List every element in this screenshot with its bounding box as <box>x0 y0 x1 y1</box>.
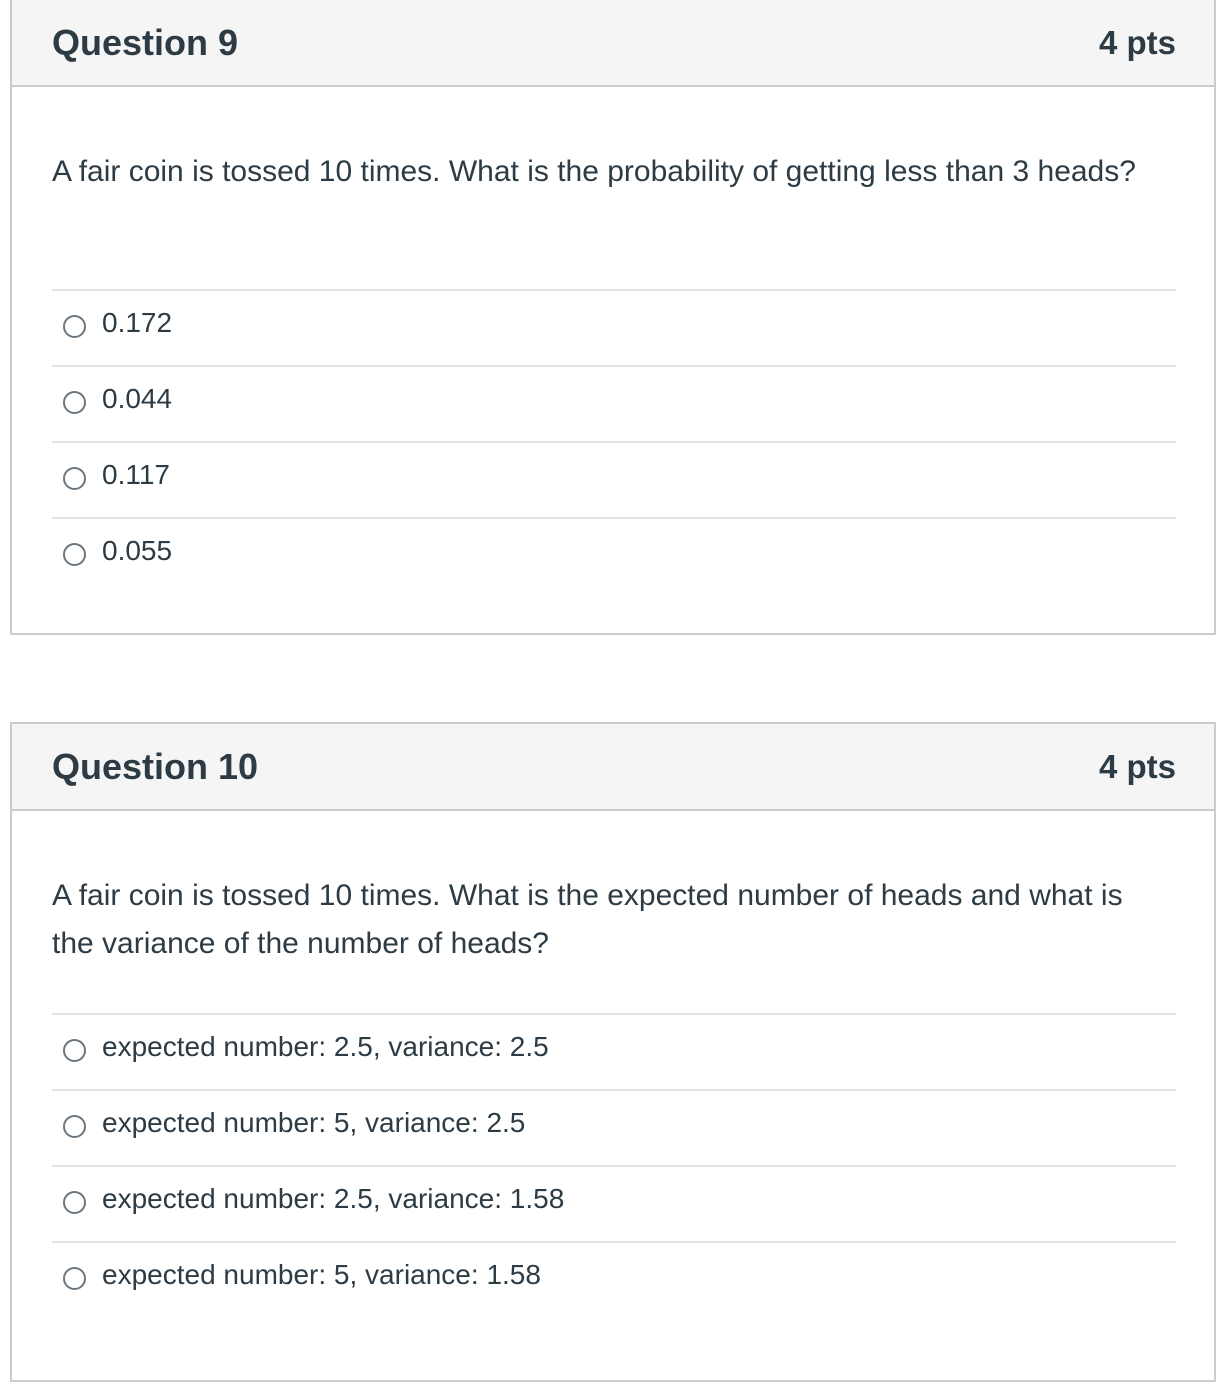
question-9-card <box>10 0 1216 635</box>
answer-option[interactable] <box>52 441 1176 517</box>
answer-label: 0.044 <box>102 383 173 414</box>
answer-label: 0.172 <box>102 307 173 338</box>
answer-option[interactable] <box>52 517 1176 593</box>
radio-button-icon[interactable] <box>63 467 86 490</box>
radio-button-icon[interactable] <box>63 1267 86 1290</box>
question-header <box>12 724 1214 811</box>
question-title: Question 9 <box>52 22 239 63</box>
question-points: 4 pts <box>1098 748 1176 785</box>
answer-label: expected number: 2.5, variance: 1.58 <box>102 1183 565 1214</box>
answer-option[interactable] <box>52 1089 1176 1165</box>
radio-button-icon[interactable] <box>63 543 86 566</box>
answer-label: 0.117 <box>102 459 170 490</box>
answer-option[interactable] <box>52 289 1176 365</box>
radio-button-icon[interactable] <box>63 1191 86 1214</box>
answer-label: expected number: 5, variance: 1.58 <box>102 1259 541 1290</box>
answer-label: 0.055 <box>102 535 173 566</box>
question-text: A fair coin is tossed 10 times. What is the probability of getting less than 3 heads? <box>52 155 1136 188</box>
answer-label: expected number: 2.5, variance: 2.5 <box>102 1031 549 1062</box>
question-points: 4 pts <box>1098 24 1176 61</box>
answer-list <box>52 289 1176 593</box>
question-text: A fair coin is tossed 10 times. What is the expected number of heads and what is the variance of the number of heads? <box>52 879 1123 960</box>
question-10-card <box>10 722 1216 1382</box>
radio-button-icon[interactable] <box>63 391 86 414</box>
answer-option[interactable] <box>52 365 1176 441</box>
answer-list <box>52 1013 1176 1317</box>
radio-button-icon[interactable] <box>63 1039 86 1062</box>
radio-button-icon[interactable] <box>63 1115 86 1138</box>
answer-option[interactable] <box>52 1165 1176 1241</box>
answer-option[interactable] <box>52 1241 1176 1317</box>
question-header <box>12 0 1214 87</box>
radio-button-icon[interactable] <box>63 315 86 338</box>
answer-label: expected number: 5, variance: 2.5 <box>102 1107 526 1138</box>
question-title: Question 10 <box>52 746 259 787</box>
answer-option[interactable] <box>52 1013 1176 1089</box>
